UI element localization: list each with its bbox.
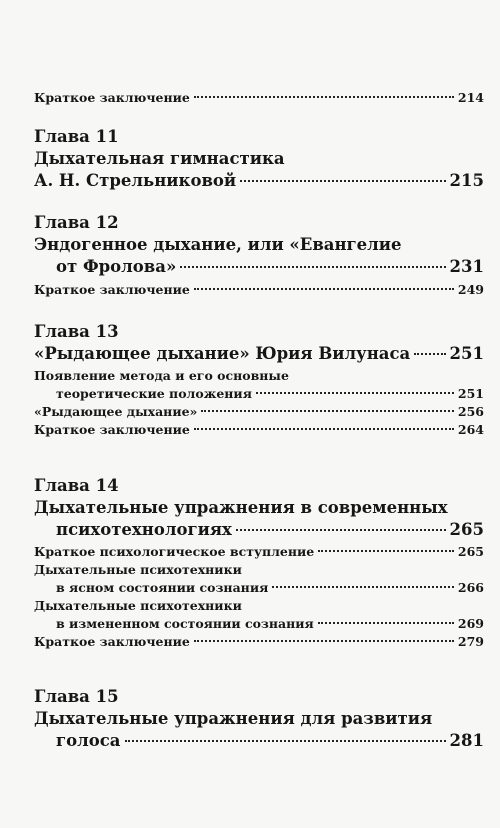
dot-leader [201, 410, 454, 412]
chapter-11 [34, 126, 484, 192]
dot-leader [414, 353, 445, 355]
chapter-title-line: психотехнологиях [56, 520, 232, 539]
toc-entry-summary-264[interactable] [34, 421, 484, 439]
entry-title: Дыхательные психотехники [34, 598, 242, 613]
chapter-13 [34, 321, 484, 439]
dot-leader [318, 622, 454, 624]
toc-entry-summary-249[interactable] [34, 281, 484, 299]
toc-entry-chapter-12[interactable] [34, 256, 484, 278]
entry-title: Краткое заключение [34, 90, 190, 105]
chapter-title-line: от Фролова» [56, 257, 177, 276]
chapter-title-line: голоса [56, 731, 121, 750]
chapter-12 [34, 212, 484, 299]
dot-leader [194, 96, 454, 98]
chapter-title-line: «Рыдающее дыхание» Юрия Вилунаса [34, 344, 411, 363]
page-number: 215 [449, 171, 484, 190]
toc-entry-summary-214[interactable] [34, 89, 484, 107]
dot-leader [256, 392, 454, 394]
page-number: 256 [457, 404, 484, 419]
toc-entry-chapter-11[interactable] [34, 170, 484, 192]
chapter-label: Глава 13 [34, 322, 119, 341]
toc-entry-chapter-13[interactable] [34, 343, 484, 365]
dot-leader [236, 529, 446, 531]
page-number: 279 [457, 634, 484, 649]
toc-entry-altered-consciousness[interactable] [34, 615, 484, 633]
toc-entry-chapter-15[interactable] [34, 730, 484, 752]
chapter-title-line: Дыхательные упражнения в современных [34, 498, 448, 517]
chapter-15 [34, 686, 484, 752]
dot-leader [272, 586, 454, 588]
page-number: 281 [449, 731, 484, 750]
toc-entry-method-origin[interactable] [34, 385, 484, 403]
page-number: 251 [449, 344, 484, 363]
entry-title: теоретические положения [56, 386, 252, 401]
entry-title: Краткое заключение [34, 282, 190, 297]
entry-title: Краткое заключение [34, 634, 190, 649]
page-number: 251 [457, 386, 484, 401]
page-number: 264 [457, 422, 484, 437]
chapter-title-line: Дыхательная гимнастика [34, 149, 285, 168]
page-number: 265 [457, 544, 484, 559]
toc-entry-clear-consciousness[interactable] [34, 579, 484, 597]
dot-leader [180, 266, 445, 268]
chapter-14 [34, 475, 484, 651]
entry-title: «Рыдающее дыхание» [34, 404, 198, 419]
chapter-label: Глава 12 [34, 213, 119, 232]
chapter-title-line: Эндогенное дыхание, или «Евангелие [34, 235, 402, 254]
chapter-label: Глава 15 [34, 687, 119, 706]
chapter-title-line: А. Н. Стрельниковой [34, 171, 237, 190]
page-number: 231 [449, 257, 484, 276]
dot-leader [240, 180, 445, 182]
chapter-label: Глава 11 [34, 127, 119, 146]
page-number: 265 [449, 520, 484, 539]
toc-entry-psych-intro[interactable] [34, 543, 484, 561]
page-number: 214 [457, 90, 484, 105]
chapter-title-line: Дыхательные упражнения для развития [34, 709, 433, 728]
page-number: 249 [457, 282, 484, 297]
toc-entry-chapter-14[interactable] [34, 519, 484, 541]
dot-leader [318, 550, 454, 552]
dot-leader [194, 640, 454, 642]
dot-leader [194, 428, 454, 430]
entry-title: Краткое заключение [34, 422, 190, 437]
entry-title: в измененном состоянии сознания [56, 616, 314, 631]
page-number: 269 [457, 616, 484, 631]
entry-title: Появление метода и его основные [34, 368, 289, 383]
dot-leader [125, 740, 446, 742]
page-number: 266 [457, 580, 484, 595]
entry-title: Дыхательные психотехники [34, 562, 242, 577]
entry-title: в ясном состоянии сознания [56, 580, 269, 595]
toc-entry-summary-279[interactable] [34, 633, 484, 651]
entry-title: Краткое психологическое вступление [34, 544, 315, 559]
dot-leader [194, 288, 454, 290]
toc-entry-sobbing-breath[interactable] [34, 403, 484, 421]
chapter-label: Глава 14 [34, 476, 119, 495]
